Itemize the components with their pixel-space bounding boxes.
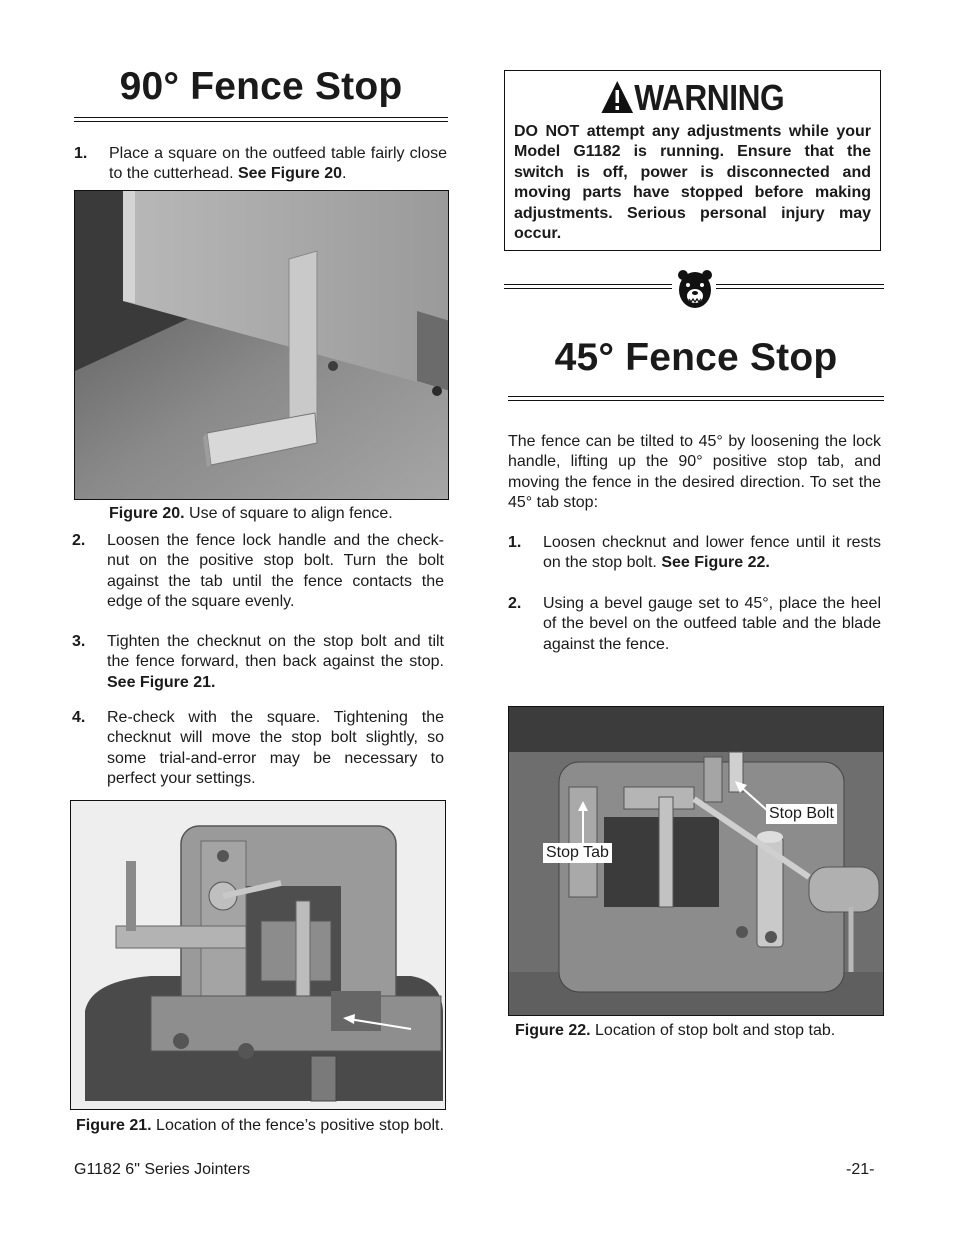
step-4 (72, 708, 444, 790)
step-number: 1. (74, 145, 88, 162)
step-text: Re-check with the square. Tightening the checknut will move the stop bolt slightly, so some trial-and-error may be necessary to perfect your settings. (107, 709, 444, 788)
warning-triangle-icon (601, 80, 634, 114)
section-title-45-fence-stop: 45° Fence Stop (554, 336, 838, 379)
warning-text: DO NOT attempt any adjustments while your Model G1182 is running. Ensure that the switch is off, power is disconnected and moving parts have stopped before making adjustments. Serious personal injury may occur. (514, 123, 871, 243)
step-number: 2. (72, 532, 86, 549)
divider-right-rule (716, 284, 884, 289)
warning-heading (528, 77, 858, 119)
bear-logo-icon (675, 266, 715, 310)
positive-stop-bolt-illustration (71, 801, 446, 1110)
step-text: Place a square on the outfeed table fairly close to the cutterhead. See Figure 20. (109, 145, 447, 183)
figure-22-caption: Figure 22. Location of stop bolt and stop tab. (515, 1022, 836, 1039)
step-2 (72, 531, 444, 613)
step-number: 2. (508, 595, 522, 612)
stop-tab-callout: Stop Tab (543, 843, 612, 863)
stop-bolt-callout: Stop Bolt (766, 804, 837, 824)
title-rule (74, 117, 448, 122)
figure-20-caption: Figure 20. Use of square to align fence. (109, 505, 393, 522)
figure-20-photo (74, 190, 449, 500)
footer-page-number: -21- (846, 1161, 875, 1178)
section-title-90-fence-stop: 90° Fence Stop (119, 65, 403, 108)
figure-21-caption: Figure 21. Location of the fence’s positive stop bolt. (76, 1117, 444, 1134)
warning-heading-text: WARNING (634, 77, 785, 118)
square-on-table-illustration (75, 191, 449, 500)
step-3 (72, 632, 444, 693)
intro-paragraph (508, 432, 881, 514)
step-text: Tighten the checknut on the stop bolt and tilt the fence forward, then back against the stop. See Figure 21. (107, 633, 444, 691)
intro-text: The fence can be tilted to 45° by loosening the lock handle, lifting up the 90° positive stop tab, and moving the fence in the desired direction. To set the 45° tab stop: (508, 433, 881, 512)
step-number: 1. (508, 534, 522, 551)
figure-21-photo (70, 800, 446, 1110)
step-number: 3. (72, 633, 86, 650)
warning-box (504, 70, 881, 251)
title-rule (508, 396, 884, 401)
step-1-45 (508, 533, 881, 574)
footer-model: G1182 6" Series Jointers (74, 1161, 251, 1178)
step-number: 4. (72, 709, 86, 726)
step-1 (74, 144, 447, 185)
step-2-45 (508, 594, 881, 655)
step-text: Using a bevel gauge set to 45°, place the heel of the bevel on the outfeed table and the blade against the fence. (543, 595, 881, 653)
step-text: Loosen checknut and lower fence until it rests on the stop bolt. See Figure 22. (543, 534, 881, 572)
divider-left-rule (504, 284, 672, 289)
step-text: Loosen the fence lock handle and the check-nut on the positive stop bolt. Turn the bolt against the tab until the fence contacts the edge of the square evenly. (107, 532, 444, 611)
